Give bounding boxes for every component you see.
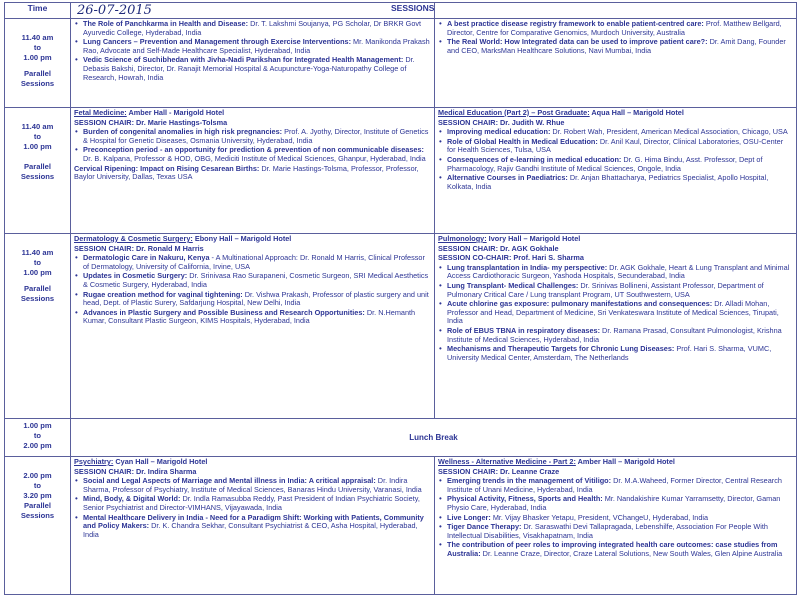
time-cell [5,19,71,108]
track-title: Psychiatry: Cyan Hall – Marigold Hotel [74,457,208,466]
talk-item: • Preconception period - an opportunity for prediction & prevention of non communicable diseases: Dr. B. Kalpana, Professor & HOD, OBG, Mediciti Institute of Medical Sciences, Ghanpur, Hyderabad, India [83,146,431,163]
session-chair: SESSION CHAIR: Dr. Leanne Craze [438,466,560,476]
talk-item: • Rugae creation method for vaginal tightening: Dr. Vishwa Prakash, Professor of plastic surgery and unit head, Dept. of Plastic Surery, Safdarjung Hospital, New Delhi, India [83,291,431,308]
session-right [435,108,797,234]
session-chair: SESSION CHAIR: Dr. Indira Sharma [74,466,197,476]
talk-item: • Advances in Plastic Surgery and Possible Business and Research Opportunities: Dr. N.Hemanth Kumar, Consultant Plastic Surgeon, KIMS Hospitals, Hyderabad, India [83,309,431,326]
lunch-break-label: Lunch Break [71,419,797,457]
talk-item: • Improving medical education: Dr. Robert Wah, President, American Medical Association, Chicago, USA [447,128,793,137]
session-row-4 [5,457,797,595]
date-handwritten: 26-07-2015 [71,3,435,19]
time-start: 1.00 pm [23,421,52,430]
talk-item: • Lung transplantation in India- my perspective: Dr. AGK Gokhale, Heart & Lung Transplant and Minimal Access Cardiothoracic Surgeon, Yashoda Hospitals, Secunderabad, India [447,264,793,281]
talk-item: • The contribution of peer roles to improving integrated health care outcomes: case studies from Australia: Dr. Leanne Craze, Director, Craze Lateral Solutions, New South Wales, Glen Alpine Australia [447,541,793,558]
talk-item: • Emerging trends in the management of Vitiligo: Dr. M.A.Waheed, Former Director, Central Research Institute of Unani Medicine, Hyderabad, India [447,477,793,494]
session-chair: SESSION CHAIR: Dr. Judith W. Rhue [438,117,565,127]
time-to: to [33,132,42,141]
session-row-1 [5,19,797,108]
session-left [71,457,435,595]
talk-item-plain: Cervical Ripening: Impact on Rising Cesarean Births: Dr. Marie Hastings-Tolsma, Professor, Professor, Baylor University, Dallas, Texas USA [74,163,419,182]
session-right [435,234,797,419]
talk-item: • Updates in Cosmetic Surgery: Dr. Srinivasa Rao Surapaneni, Cosmetic Surgeon, SRI Medical Aesthetics & Cosmetic Surgery, Hyderabad, India [83,272,431,289]
talk-item: • A best practice disease registry framework to enable patient-centred care: Prof. Matthew Bellgard, Director, Centre for Comparative Genomics, Murdoch University, Australia [447,20,793,37]
time-end: 3.20 pm [23,491,52,500]
talk-item: • Mechanisms and Therapeutic Targets for Chronic Lung Diseases: Prof. Hari S. Sharma, VUMC, University Medical Center, Amsterdam, The Netherlands [447,345,793,362]
talk-item: • Live Longer: Mr. Vijay Bhasker Yetapu, President, VChangeU, Hyderabad, India [447,514,793,523]
talk-item: • Role of EBUS TBNA in respiratory diseases: Dr. Ramana Prasad, Consultant Pulmonologist, Krishna Institute of Medical Sciences, Hyderabad, India [447,327,793,344]
talk-item: • Vedic Science of Suchibhedan with Jivha-Nadi Parikshan for Integrated Health Management: Dr. Debasis Bakshi, Director, Dr. Ranajit Memorial Hospital & Acupuncture-Yoga-Naturopathy College of Research, Howrah, India [83,56,431,82]
talk-item: • Mind, Body, & Digital World: Dr. Indla Ramasubba Reddy, Past President of Indian Psychiatric Society, Senior Psychiatrist and Director-VIMHANS, Vijayawada, India [83,495,431,512]
time-label: Parallel Sessions [20,69,55,88]
time-to: to [33,258,42,267]
talk-item: • Tiger Dance Therapy: Dr. Saraswathi Devi Tallapragada, Lebenshilfe, Association For People With Intellectual Disabilities, Visakhapatnam, India [447,523,793,540]
session-chair: SESSION CHAIR: Dr. AGK Gokhale [438,243,559,253]
session-row-2 [5,108,797,234]
talk-item: • Lung Transplant- Medical Challenges: Dr. Srinivas Bollineni, Assistant Professor, Department of Pulmonary Critical Care / Lung transplant Program, UT Southwestern, USA [447,282,793,299]
talk-item: • Social and Legal Aspects of Marriage and Mental illness in India: A critical appraisal: Dr. Indira Sharma, Professor of Psychiatry, Institute of Medical Sciences, Banaras Hindu University, Varanasi, India [83,477,431,494]
track-title: Wellness - Alternative Medicine - Part 2: Amber Hall – Marigold Hotel [438,457,675,466]
schedule-page [4,2,796,590]
time-label: Parallel Sessions [20,284,55,303]
time-end: 1.00 pm [23,53,52,62]
session-left [71,108,435,234]
time-start: 2.00 pm [23,471,52,480]
time-label: Parallel Sessions [20,501,55,520]
time-label: Parallel Sessions [20,162,55,181]
header-row [5,3,797,19]
time-cell [5,419,71,457]
talk-item: • Consequences of e-learning in medical education: Dr. G. Hima Bindu, Asst. Professor, Dept of Pharmacology, Rajiv Gandhi Institute of Medical Sciences, Ongole, India [447,156,793,173]
talk-item: • Role of Global Health in Medical Education: Dr. Anil Kaul, Director, Clinical Laboratories, OSU-Center for Health Sciences, Tulsa, USA [447,138,793,155]
session-co-chair: SESSION CO-CHAIR: Prof. Hari S. Sharma [438,253,584,263]
talk-item: • Acute chlorine gas exposure: pulmonary manifestations and consequences: Dr. Alladi Mohan, Professor and Head, Department of Medicine, Sri Venkateswara Institute of Medical Sciences, Tirupati, India [447,300,793,326]
talk-item: • Physical Activity, Fitness, Sports and Health: Mr. Nandakishire Kumar Yarramsetty, Director, Gaman Physio Care, Hyderabad, India [447,495,793,512]
time-end: 2.00 pm [23,441,52,450]
time-cell [5,457,71,595]
session-left [71,19,435,108]
talk-item: • Mental Healthcare Delivery in India - Need for a Paradigm Shift: Working with Patients, Community and Policy Makers: Dr. K. Chandra Sekhar, Consultant Psychiatrist & CEO, Asha Hospital, Hyderabad, India [83,514,431,540]
session-right [435,19,797,108]
track-title: Pulmonology: Ivory Hall – Marigold Hotel [438,234,581,243]
track-title: Dermatology & Cosmetic Surgery: Ebony Hall – Marigold Hotel [74,234,292,243]
talk-item: • The Real World: How Integrated data can be used to improve patient care?: Dr. Amit Dang, Founder and CEO, MarksMan Healthcare Solutions, Navi Mumbai, India [447,38,793,55]
session-row-3 [5,234,797,419]
talk-item: • Dermatologic Care in Nakuru, Kenya - A Multinational Approach: Dr. Ronald M Harris, Clinical Professor of Dermatology, University of California, Irvine, USA [83,254,431,271]
track-title: Fetal Medicine: Amber Hall - Marigold Hotel [74,108,225,117]
lunch-row [5,419,797,457]
track-title: Medical Education (Part 2) – Post Graduate: Aqua Hall – Marigold Hotel [438,108,684,117]
time-to: to [33,481,42,490]
session-left [71,234,435,419]
talk-item: • Burden of congenital anomalies in high risk pregnancies: Prof. A. Jyothy, Director, Institute of Genetics & Hospital for Genetic Diseases, Osmania University, Hyderabad, India [83,128,431,145]
time-cell [5,234,71,419]
time-cell [5,108,71,234]
talk-item: • Alternative Courses in Paediatrics: Dr. Anjan Bhattacharya, Pediatrics Specialist, Apollo Hospital, Kolkata, India [447,174,793,191]
time-to: to [33,431,42,440]
schedule-table [4,2,797,595]
time-end: 1.00 pm [23,268,52,277]
time-to: to [33,43,42,52]
time-start: 11.40 am [21,122,54,131]
time-header: Time [5,3,71,19]
session-chair: SESSION CHAIR: Dr. Ronald M Harris [74,243,204,253]
session-chair: SESSION CHAIR: Dr. Marie Hastings-Tolsma [74,117,228,127]
talk-item: • The Role of Panchkarma in Health and Disease: Dr. T. Lakshmi Soujanya, PG Scholar, Dr BRKR Govt Ayurvedic College, Hyderabad, India [83,20,431,37]
talk-item: • Lung Cancers – Prevention and Management through Exercise Interventions: Mr. Manikonda Prakash Rao, Advocate and Self-Made Healthcare Specialist, Hyderabad, India [83,38,431,55]
time-start: 11.40 am [21,33,54,42]
session-right [435,457,797,595]
time-start: 11.40 am [21,248,54,257]
time-end: 1.00 pm [23,142,52,151]
sessions-header: SESSIONS [391,3,753,19]
